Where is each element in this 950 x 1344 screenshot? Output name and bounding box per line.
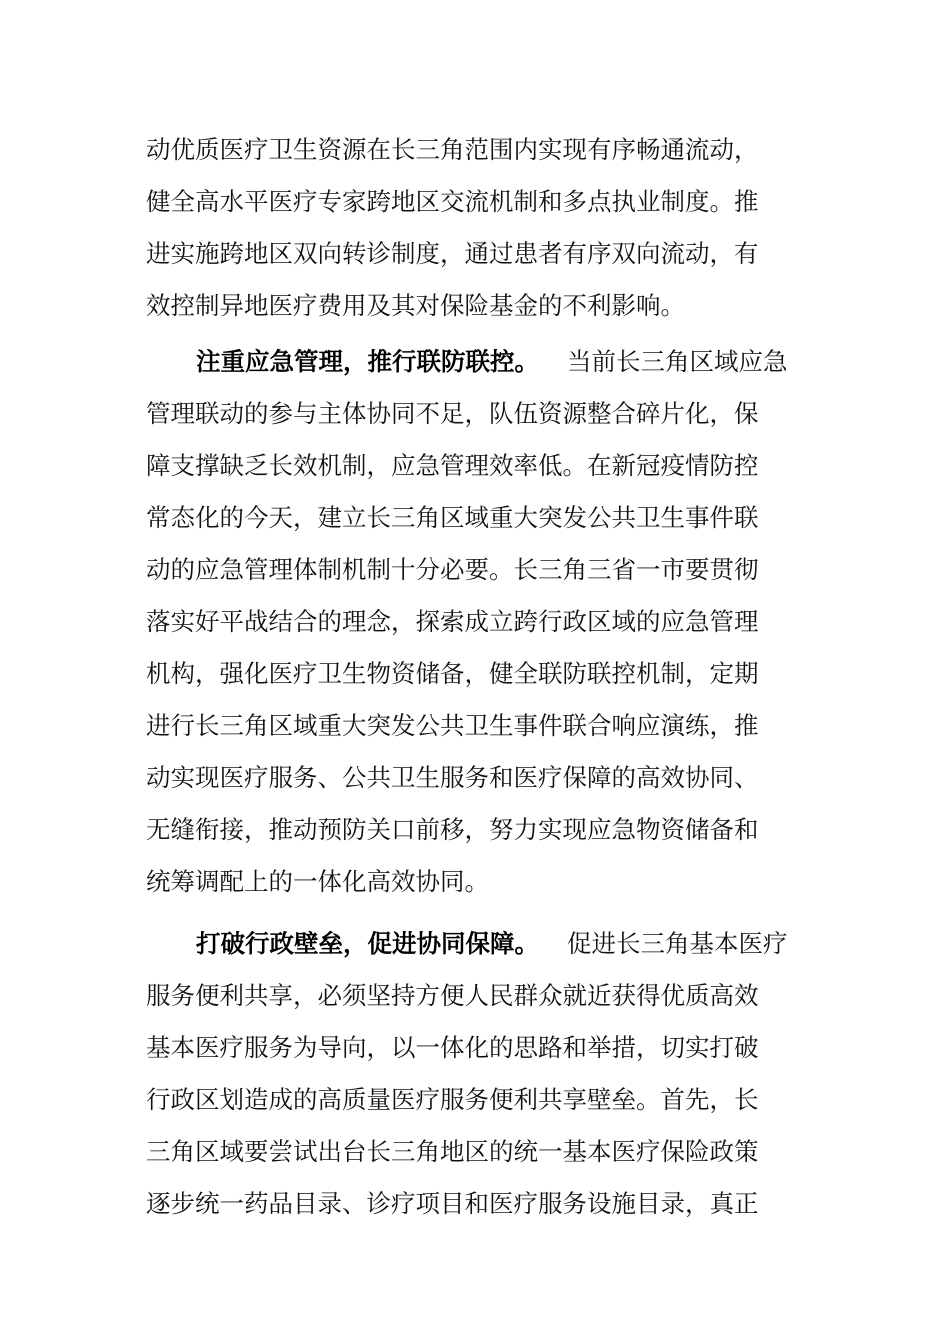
paragraph-2-line-7: 机构，强化医疗卫生物资储备，健全联防联控机制，定期	[146, 659, 759, 688]
paragraph-2-line-6: 落实好平战结合的理念，探索成立跨行政区域的应急管理	[146, 607, 759, 636]
paragraph-1-line-1: 动优质医疗卫生资源在长三角范围内实现有序畅通流动，	[146, 135, 759, 164]
paragraph-2-line-1: 注重应急管理，推行联防联控。 当前长三角区域应急	[0, 336, 950, 388]
paragraph-2-line-3: 障支撑缺乏长效机制，应急管理效率低。在新冠疫情防控	[146, 451, 759, 480]
paragraph-2-heading: 注重应急管理，推行联防联控。	[196, 347, 539, 376]
paragraph-2-line-9: 动实现医疗服务、公共卫生服务和医疗保障的高效协同、	[146, 763, 759, 792]
paragraph-2-line-5: 动的应急管理体制机制十分必要。长三角三省一市要贯彻	[146, 555, 759, 584]
paragraph-2-line-11: 统筹调配上的一体化高效协同。	[146, 867, 489, 896]
paragraph-3-line-1: 打破行政壁垒，促进协同保障。 促进长三角基本医疗	[0, 918, 950, 970]
paragraph-3-heading: 打破行政壁垒，促进协同保障。	[196, 929, 539, 958]
paragraph-3-line-3: 基本医疗服务为导向，以一体化的思路和举措，切实打破	[146, 1033, 759, 1062]
paragraph-2-line-8: 进行长三角区域重大突发公共卫生事件联合响应演练，推	[146, 711, 759, 740]
paragraph-1-line-2: 健全高水平医疗专家跨地区交流机制和多点执业制度。推	[146, 187, 759, 216]
paragraph-2-line-10: 无缝衔接，推动预防关口前移，努力实现应急物资储备和	[146, 815, 759, 844]
paragraph-2-line-2: 管理联动的参与主体协同不足，队伍资源整合碎片化，保	[146, 399, 759, 428]
paragraph-1-line-4: 效控制异地医疗费用及其对保险基金的不利影响。	[146, 291, 685, 320]
paragraph-2-line-4: 常态化的今天，建立长三角区域重大突发公共卫生事件联	[146, 503, 759, 532]
paragraph-3-line-2: 服务便利共享，必须坚持方便人民群众就近获得优质高效	[146, 981, 759, 1010]
paragraph-3-line-6: 逐步统一药品目录、诊疗项目和医疗服务设施目录，真正	[146, 1189, 759, 1218]
paragraph-1-line-3: 进实施跨地区双向转诊制度，通过患者有序双向流动，有	[146, 239, 759, 268]
paragraph-3-line-5: 三角区域要尝试出台长三角地区的统一基本医疗保险政策	[146, 1137, 759, 1166]
paragraph-3-line-4: 行政区划造成的高质量医疗服务便利共享壁垒。首先，长	[146, 1085, 759, 1114]
